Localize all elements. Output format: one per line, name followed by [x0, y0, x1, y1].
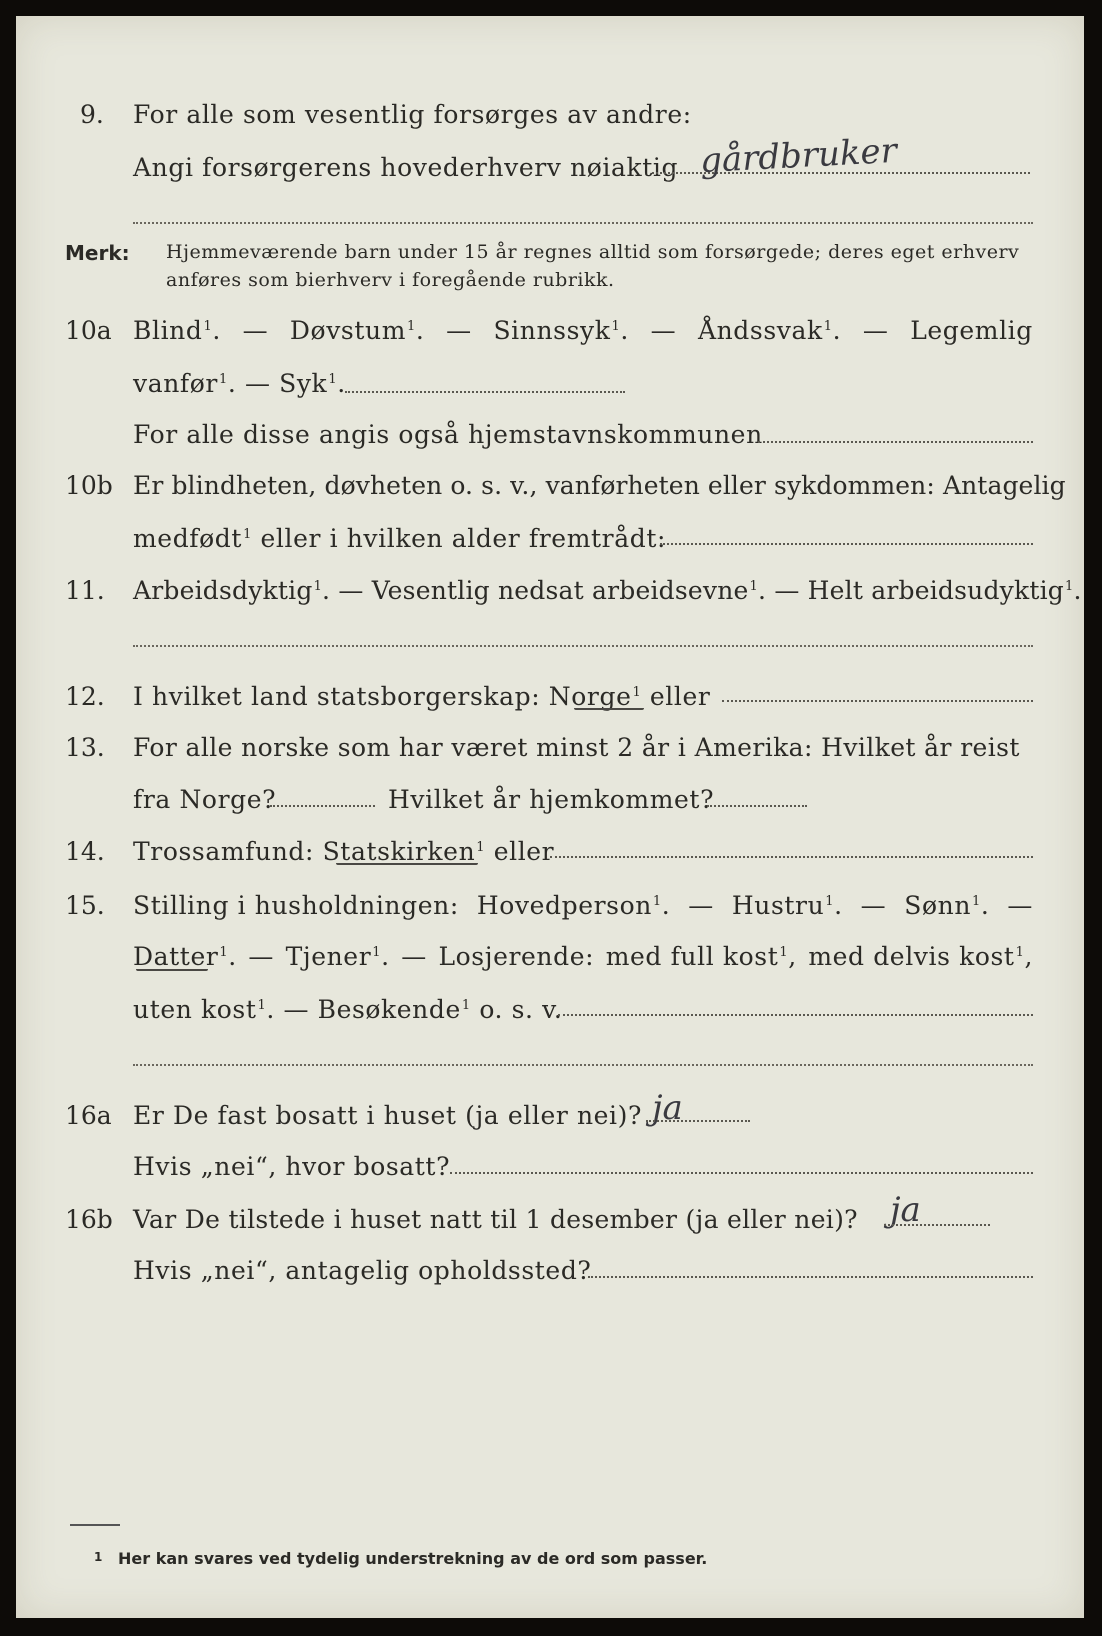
option-arbeidsudyktig[interactable]: Helt arbeidsudyktig$^1$.: [807, 576, 1082, 605]
dash: —: [860, 891, 887, 920]
merk-line2: anføres som bierhverv i foregående rubrikk.: [166, 269, 615, 291]
option-sinnssyk[interactable]: Sinnssyk$^1$.: [493, 316, 629, 345]
q10b-line1: Er blindheten, døvheten o. s. v., vanførheten eller sykdommen: Antagelig: [133, 471, 1066, 500]
option-hustru[interactable]: Hustru$^1$.: [731, 891, 843, 920]
option-nedsat-arbeidsevne[interactable]: Vesentlig nedsat arbeidsevne$^1$.: [371, 576, 767, 605]
q11-number: 11.: [65, 576, 105, 605]
q10b-number: 10b: [65, 471, 113, 500]
option-norge[interactable]: Norge$^1$: [548, 682, 642, 711]
datter-underline: [136, 969, 208, 971]
q13-number: 13.: [65, 733, 105, 762]
q10b-line2: medfødt$^1$ eller i hvilken alder fremtrådt:: [133, 524, 666, 553]
option-syk[interactable]: Syk$^1$.: [279, 369, 346, 398]
option-full-kost[interactable]: med full kost$^1$,: [605, 942, 797, 971]
option-statskirken[interactable]: Statskirken$^1$: [322, 837, 486, 866]
dash: —: [774, 576, 800, 605]
q13-line1: For alle norske som har været minst 2 år i Amerika: Hvilket år reist: [133, 733, 1020, 762]
footnote-text: Her kan svares ved tydelig understrekning av de ord som passer.: [118, 1549, 708, 1568]
option-tjener[interactable]: Tjener$^1$.: [285, 942, 390, 971]
option-datter[interactable]: Datter$^1$.: [133, 942, 237, 971]
q9-handwritten-answer: gårdbruker: [699, 130, 898, 182]
q16a-number: 16a: [65, 1101, 112, 1130]
dash: —: [244, 369, 271, 398]
q10a-hjemstavn-line: [758, 441, 1033, 443]
footnote-rule: [70, 1524, 120, 1526]
q9-line2: Angi forsørgerens hovederhverv nøiaktig: [133, 153, 679, 182]
q16b-line2: Hvis „nei“, antagelig opholdssted?: [133, 1256, 592, 1285]
q14-line: Trossamfund: Statskirken$^1$ eller: [133, 837, 555, 866]
option-blind[interactable]: Blind$^1$.: [133, 316, 221, 345]
q16a-handwritten-answer: ja: [652, 1088, 683, 1128]
q15-line3: uten kost$^1$. — Besøkende$^1$ o. s. v.: [133, 995, 563, 1024]
option-besokende[interactable]: Besøkende$^1$: [317, 995, 471, 1024]
q10a-line3: For alle disse angis også hjemstavnskommunen: [133, 420, 763, 449]
option-uten-kost[interactable]: uten kost$^1$.: [133, 995, 275, 1024]
q14-answer-line: [550, 856, 1033, 858]
q16a-line2: Hvis „nei“, hvor bosatt?: [133, 1152, 451, 1181]
dash: —: [650, 316, 677, 345]
dash: —: [242, 316, 269, 345]
dash: —: [688, 891, 714, 920]
q13-line2a: fra Norge?: [133, 785, 277, 814]
q16b-opholdssted-line: [588, 1276, 1033, 1278]
q9-number: 9.: [80, 100, 104, 129]
q16a-line1: Er De fast bosatt i huset (ja eller nei)?: [133, 1101, 642, 1130]
dash: —: [283, 995, 310, 1024]
option-hovedperson[interactable]: Hovedperson$^1$.: [476, 891, 671, 920]
statskirken-underline: [336, 863, 478, 865]
q12-number: 12.: [65, 682, 105, 711]
option-sonn[interactable]: Sønn$^1$.: [904, 891, 990, 920]
q13-reist-line: [270, 805, 375, 807]
merk-label: Merk:: [65, 241, 130, 265]
q15-separator: [133, 1064, 1033, 1066]
q15-line2: Datter$^1$. — Tjener$^1$. — Losjerende: med full kost$^1$, med delvis kost$^1$,: [133, 942, 1033, 971]
dash: —: [338, 576, 364, 605]
q12-answer-line: [722, 700, 1033, 702]
q13-line2b: Hvilket år hjemkommet?: [388, 785, 715, 814]
q16b-handwritten-answer: ja: [890, 1190, 921, 1230]
q11-separator: [133, 645, 1033, 647]
q15-number: 15.: [65, 891, 105, 920]
q14-number: 14.: [65, 837, 105, 866]
dash: —: [401, 942, 427, 971]
option-delvis-kost[interactable]: med delvis kost$^1$,: [808, 942, 1033, 971]
dash: —: [248, 942, 274, 971]
q9-line1: For alle som vesentlig forsørges av andre:: [133, 100, 692, 129]
norge-underline: [574, 708, 644, 710]
dash: —: [862, 316, 889, 345]
q16a-answer-line: [646, 1120, 750, 1122]
dash: —: [1007, 891, 1033, 920]
option-legemlig[interactable]: Legemlig: [910, 316, 1033, 345]
q16b-line1: Var De tilstede i huset natt til 1 desember (ja eller nei)?: [133, 1205, 858, 1234]
q10a-line2: [133, 369, 346, 398]
q10a-number: 10a: [65, 316, 112, 345]
q9-separator: [133, 222, 1033, 224]
q10b-alder-line: [660, 543, 1033, 545]
q16b-answer-line: [884, 1224, 990, 1226]
q13-hjemkommet-line: [707, 805, 807, 807]
q16b-number: 16b: [65, 1205, 113, 1234]
q12-line: I hvilket land statsborgerskap: Norge$^1$ eller: [133, 682, 711, 711]
footnote-mark: 1: [94, 1550, 103, 1564]
q11-line: [133, 576, 1082, 605]
option-andssvak[interactable]: Åndssvak$^1$.: [697, 316, 842, 345]
option-arbeidsdyktig[interactable]: Arbeidsdyktig$^1$.: [133, 576, 331, 605]
option-medfodt[interactable]: medfødt$^1$: [133, 524, 252, 553]
q10a-line1: [133, 316, 1033, 345]
q10a-syk-line: [345, 391, 625, 393]
q15-answer-line: [558, 1014, 1033, 1016]
merk-line1: Hjemmeværende barn under 15 år regnes alltid som forsørgede; deres eget erhverv: [166, 241, 1020, 263]
dash: —: [446, 316, 472, 345]
q15-line1: Stilling i husholdningen: Hovedperson$^1$. — Hustru$^1$. — Sønn$^1$. —: [133, 891, 1033, 920]
option-vanfor[interactable]: vanfør$^1$.: [133, 369, 237, 398]
q16a-bosatt-line: [450, 1172, 1033, 1174]
option-dovstum[interactable]: Døvstum$^1$.: [289, 316, 425, 345]
